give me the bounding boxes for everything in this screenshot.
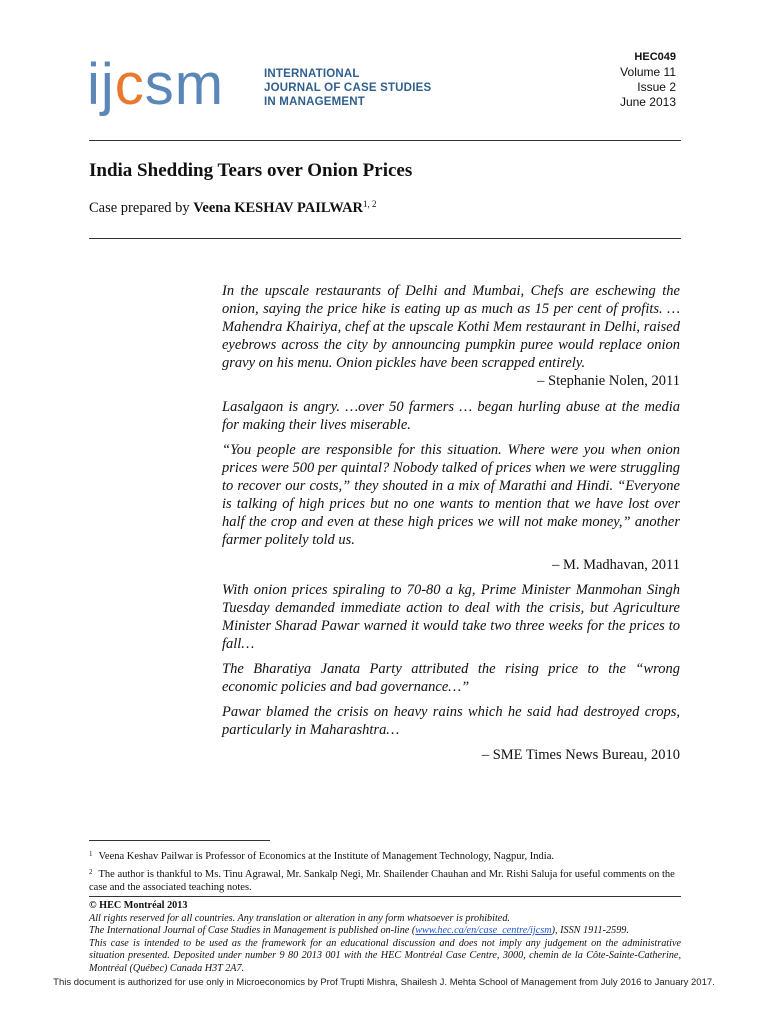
quote-3: “You people are responsible for this situation. Where were you when onion prices were 500 per quintal? Nobody talked of prices when we were struggling to recover our costs,” they shouted in a mix of Marathi and Hindi. “Everyone is talking of high prices but no one wants to mention that we have lost over half the crop and even at these high prices we will not make money,” another farmer politely told us. <box>222 442 680 548</box>
case-title: India Shedding Tears over Onion Prices <box>89 160 413 181</box>
legal-notice <box>89 900 681 975</box>
logo-mark: ijcsm <box>87 52 225 117</box>
quote-4: With onion prices spiraling to 70-80 a kg, Prime Minister Manmohan Singh Tuesday demanded immediate action to deal with the crisis, but Agriculture Minister Sharad Pawar warned it would take two three weeks for the prices to fall… <box>222 582 680 652</box>
title-divider <box>89 238 681 239</box>
rights-notice: All rights reserved for all countries. Any translation or alteration in any form whatsoever is prohibited. <box>89 912 510 924</box>
issue-number: Issue 2 <box>637 80 676 94</box>
authorization-notice: This document is authorized for use only in Microeconomics by Prof Trupti Mishra, Shailesh J. Mehta School of Management from July 2016 to January 2017. <box>53 977 715 988</box>
quote-5: The Bharatiya Janata Party attributed the rising price to the “wrong economic policies and bad governance…” <box>222 661 680 695</box>
copyright: © HEC Montréal 2013 <box>89 900 188 911</box>
footnote-1: $^1$ Veena Keshav Pailwar is Professor of Economics at the Institute of Management Technology, Nagpur, India. <box>89 850 554 862</box>
issue-info <box>620 50 676 110</box>
journal-link[interactable]: www.hec.ca/en/case_centre/ijcsm <box>415 925 552 936</box>
quote-source-2: – M. Madhavan, 2011 <box>552 557 680 573</box>
intent-notice: This case is intended to be used as the framework for an educational discussion and does not imply any judgement on the administrative situation presented. Deposited under number 9 80 2013 001 with the HEC Montréal Case Centre, 3000, chemin de la Côte-Sainte-Catherine, Montréal (Québec) Canada H3T 2A7. <box>89 937 681 974</box>
issue-date: June 2013 <box>619 95 676 109</box>
footer-divider <box>89 896 681 897</box>
author-name: Veena KESHAV PAILWAR <box>193 200 364 216</box>
journal-name: INTERNATIONAL JOURNAL OF CASE STUDIES IN MANAGEMENT <box>264 68 432 108</box>
quote-6: Pawar blamed the crisis on heavy rains which he said had destroyed crops, particularly in Maharashtra… <box>222 704 680 738</box>
byline: Case prepared by Veena KESHAV PAILWAR$^{1, 2}$ <box>89 199 377 216</box>
quote-1: In the upscale restaurants of Delhi and Mumbai, Chefs are eschewing the onion, saying the price hike is eating up as much as 15 per cent of profits. … Mahendra Khairiya, chef at the upscale Kothi Mem restaurant in Delhi, raised eyebrows across the city by announcing pumpkin puree would replace onion gravy on his menu. Onion pickles have been scrapped entirely. <box>222 283 680 371</box>
footnote-2: $^2$ The author is thankful to Ms. Tinu Agrawal, Mr. Sankalp Negi, Mr. Shailender Chauhan and Mr. Rishi Saluja for useful comments on the case and the associated teaching notes. <box>89 868 675 893</box>
header-divider <box>89 140 681 141</box>
footnote-divider <box>89 840 270 841</box>
journal-logo <box>87 50 224 120</box>
publication-notice: The International Journal of Case Studies in Management is published on-line (www.hec.ca/en/case_centre/ijcsm), ISSN 1911-2599. <box>89 925 629 936</box>
volume: Volume 11 <box>620 65 676 79</box>
case-code: HEC049 <box>634 51 676 63</box>
quote-source-1: – Stephanie Nolen, 2011 <box>537 373 680 389</box>
author-footnote-ref: 1, 2 <box>363 199 377 209</box>
quote-source-3: – SME Times News Bureau, 2010 <box>481 747 680 763</box>
quote-2: Lasalgaon is angry. …over 50 farmers … began hurling abuse at the media for making their lives miserable. <box>222 399 680 433</box>
epigraph <box>222 282 680 764</box>
